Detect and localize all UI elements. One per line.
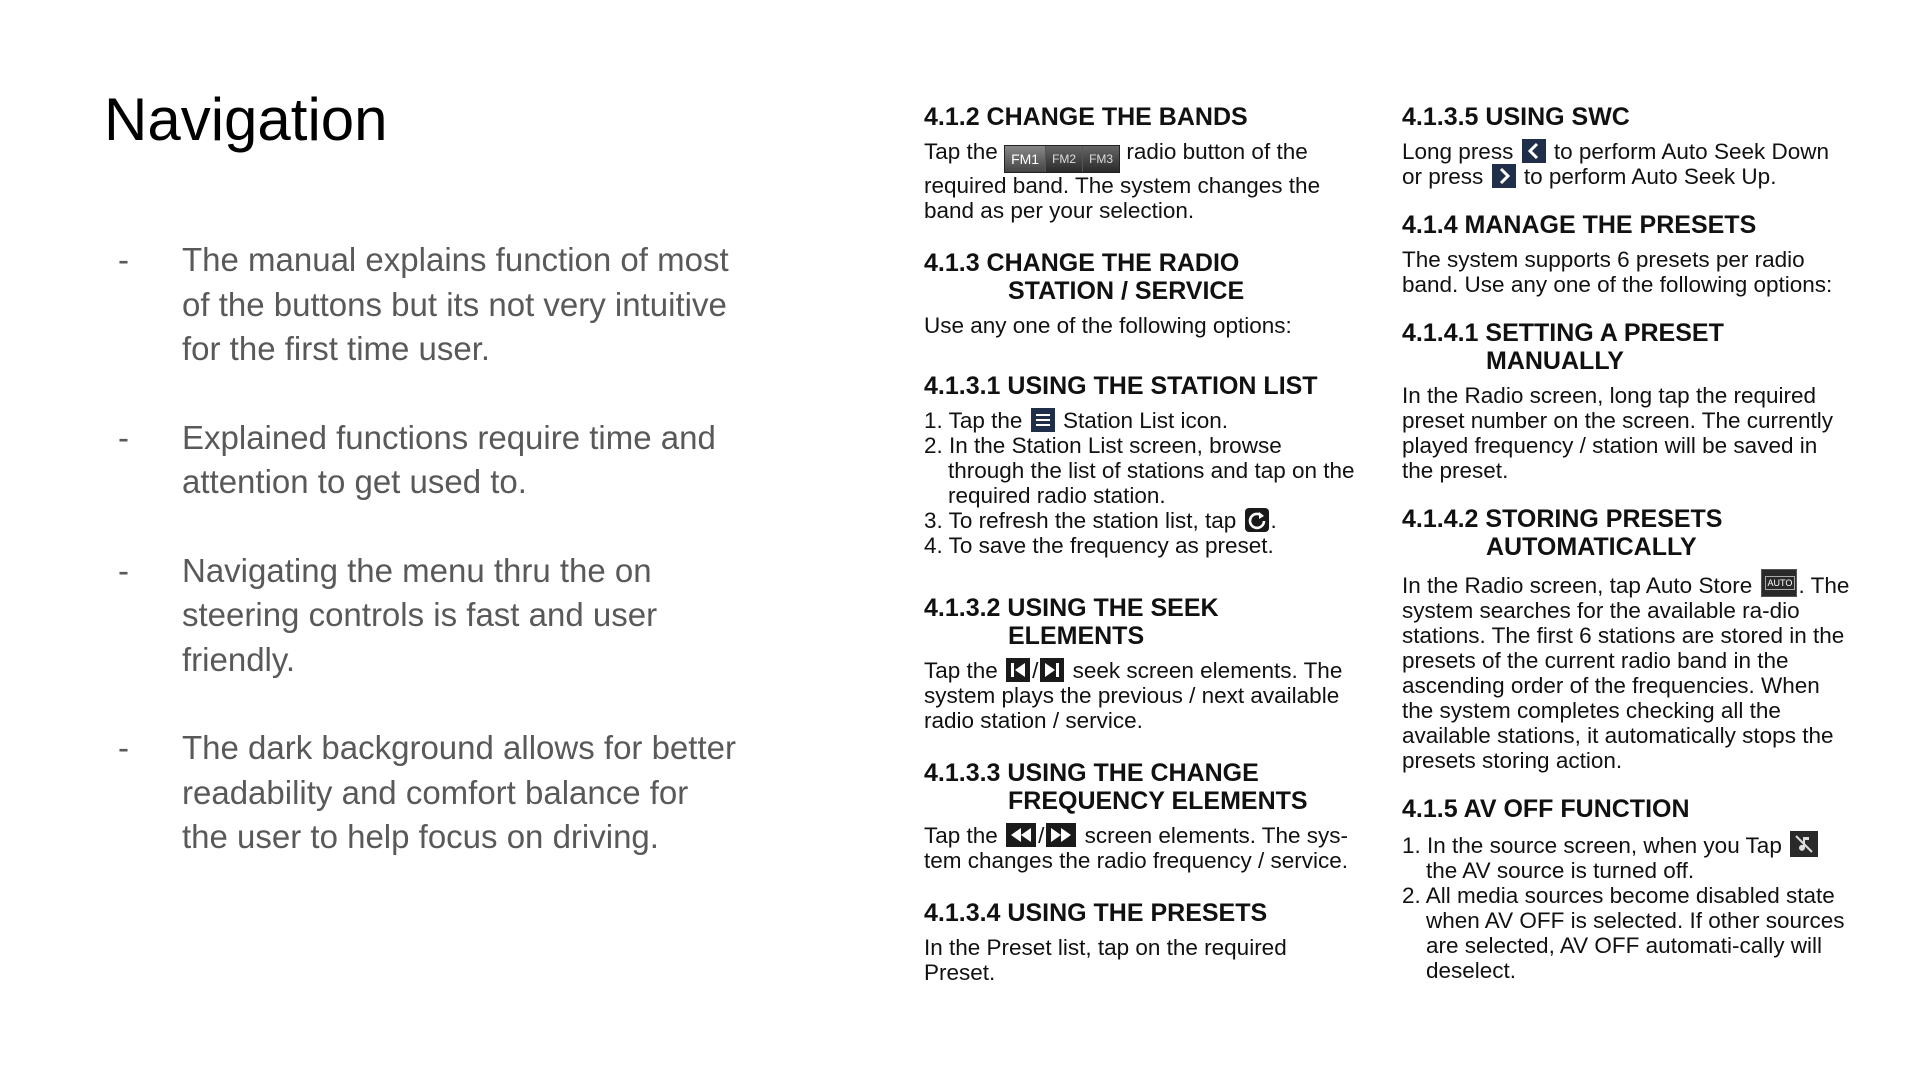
section-body <box>1402 139 1852 189</box>
list-item <box>924 433 1364 508</box>
separator-text: / <box>1032 658 1039 683</box>
band-fm2-label: FM2 <box>1046 146 1083 172</box>
body-text: In the Radio screen, tap Auto Store <box>1402 573 1753 598</box>
heading-line: MANUALLY <box>1486 347 1624 375</box>
list-number: 4. <box>924 533 943 558</box>
list-item <box>1402 883 1852 983</box>
body-text: In the source screen, when you Tap <box>1427 833 1782 858</box>
list-number: 1. <box>924 408 943 433</box>
bullet-text: Explained functions require time and attention to get used to. <box>182 418 716 500</box>
bullet-item <box>118 726 738 860</box>
list-item <box>924 508 1364 533</box>
bullet-text: The manual explains function of most of the buttons but its not very intuitive for the first time user. <box>182 241 729 367</box>
bullet-item <box>118 549 738 683</box>
section-heading <box>924 594 1364 650</box>
seek-previous-icon <box>1006 658 1030 682</box>
list-number: 2. <box>1402 883 1421 908</box>
section-heading: 4.1.5 AV OFF FUNCTION <box>1402 795 1690 823</box>
chevron-right-icon <box>1492 164 1516 188</box>
bullet-dash: - <box>118 551 129 589</box>
section-heading: 4.1.2 CHANGE THE BANDS <box>924 103 1248 131</box>
section-heading <box>924 249 1364 305</box>
body-text: To save the frequency as preset. <box>948 533 1274 558</box>
section-heading <box>1402 319 1852 375</box>
band-selector-icon <box>1004 145 1120 173</box>
section-heading: 4.1.3.1 USING THE STATION LIST <box>924 372 1318 400</box>
section-heading <box>924 759 1364 815</box>
section-body: In the Preset list, tap on the required Preset. <box>924 935 1287 985</box>
fast-forward-icon <box>1046 823 1076 847</box>
bullet-text: The dark background allows for better readability and comfort balance for the user to help focus on driving. <box>182 729 736 855</box>
manual-column-right <box>1402 103 1852 1009</box>
numbered-list <box>1402 831 1852 983</box>
body-text: Station List icon. <box>1062 408 1229 433</box>
body-text: screen elements. The sys-tem changes the radio frequency / service. <box>924 823 1349 873</box>
list-number: 3. <box>924 508 943 533</box>
list-item <box>1402 831 1852 883</box>
heading-line: STATION / SERVICE <box>1008 277 1245 305</box>
section-body <box>1402 569 1852 773</box>
body-text: To refresh the station list, tap <box>948 508 1237 533</box>
list-item <box>924 408 1364 433</box>
seek-next-icon <box>1040 658 1064 682</box>
chevron-left-icon <box>1522 139 1546 163</box>
section-heading <box>1402 505 1852 561</box>
heading-line: 4.1.3 CHANGE THE RADIO <box>924 249 1240 277</box>
body-text: to perform Auto Seek Down or press <box>1402 139 1830 189</box>
body-text: All media sources become disabled state when AV OFF is selected. If other sources are selected, AV OFF automati-cally will deselect. <box>1425 883 1845 983</box>
section-heading: 4.1.3.4 USING THE PRESETS <box>924 899 1268 927</box>
bullet-dash: - <box>118 418 129 456</box>
body-text: . <box>1270 508 1277 533</box>
section-body: Use any one of the following options: <box>924 313 1292 338</box>
heading-line: AUTOMATICALLY <box>1486 533 1697 561</box>
body-text: Tap the <box>924 658 998 683</box>
body-text: Tap the <box>924 139 998 164</box>
station-list-icon <box>1031 408 1055 432</box>
section-body <box>924 658 1364 733</box>
heading-line: 4.1.4.1 SETTING A PRESET <box>1402 319 1724 347</box>
separator-text: / <box>1038 823 1045 848</box>
manual-column-left <box>924 103 1364 1011</box>
body-text: In the Station List screen, browse through the list of stations and tap on the required radio station. <box>948 433 1355 508</box>
page-title: Navigation <box>104 86 388 153</box>
body-text: the AV source is turned off. <box>1426 858 1695 883</box>
bullet-item <box>118 238 738 372</box>
heading-line: 4.1.4.2 STORING PRESETS <box>1402 505 1723 533</box>
heading-line: 4.1.3.2 USING THE SEEK <box>924 594 1219 622</box>
heading-line: 4.1.3.3 USING THE CHANGE <box>924 759 1259 787</box>
band-fm3-label: FM3 <box>1083 146 1119 172</box>
section-body <box>924 139 1364 223</box>
section-heading: 4.1.3.5 USING SWC <box>1402 103 1630 131</box>
bullet-list <box>118 238 738 904</box>
band-fm1-label: FM1 <box>1005 146 1046 172</box>
body-text: Tap the <box>924 823 998 848</box>
list-number: 1. <box>1402 833 1421 858</box>
list-number: 2. <box>924 433 943 458</box>
bullet-item <box>118 416 738 505</box>
body-text: . The system searches for the available ra-dio stations. The first 6 stations are stored in the presets of the current radio band in the ascending order of the frequencies. When the system completes checking all the available stations, it automatically stops the presets storing action. <box>1402 573 1850 773</box>
body-text: seek screen elements. The system plays the previous / next available radio station / service. <box>924 658 1343 733</box>
body-text: radio button of the required band. The system changes the band as per your selection. <box>924 139 1321 223</box>
auto-store-icon <box>1761 569 1797 597</box>
av-off-icon <box>1790 831 1818 857</box>
heading-line: ELEMENTS <box>1008 622 1145 650</box>
section-body <box>924 823 1364 873</box>
section-heading: 4.1.4 MANAGE THE PRESETS <box>1402 211 1757 239</box>
body-text: to perform Auto Seek Up. <box>1523 164 1777 189</box>
list-item <box>924 533 1364 558</box>
bullet-dash: - <box>118 241 129 278</box>
auto-store-label: AUTO <box>1765 576 1796 590</box>
section-body: In the Radio screen, long tap the required preset number on the screen. The currently played frequency / station will be saved in the preset. <box>1402 383 1834 483</box>
refresh-icon <box>1245 508 1269 532</box>
rewind-icon <box>1006 823 1036 847</box>
bullet-dash: - <box>118 729 129 766</box>
heading-line: FREQUENCY ELEMENTS <box>1008 787 1308 815</box>
bullet-text: Navigating the menu thru the on steering controls is fast and user friendly. <box>182 551 658 678</box>
body-text: Long press <box>1402 139 1514 164</box>
numbered-list <box>924 408 1364 558</box>
section-body: The system supports 6 presets per radio band. Use any one of the following options: <box>1402 247 1833 297</box>
body-text: Tap the <box>948 408 1023 433</box>
